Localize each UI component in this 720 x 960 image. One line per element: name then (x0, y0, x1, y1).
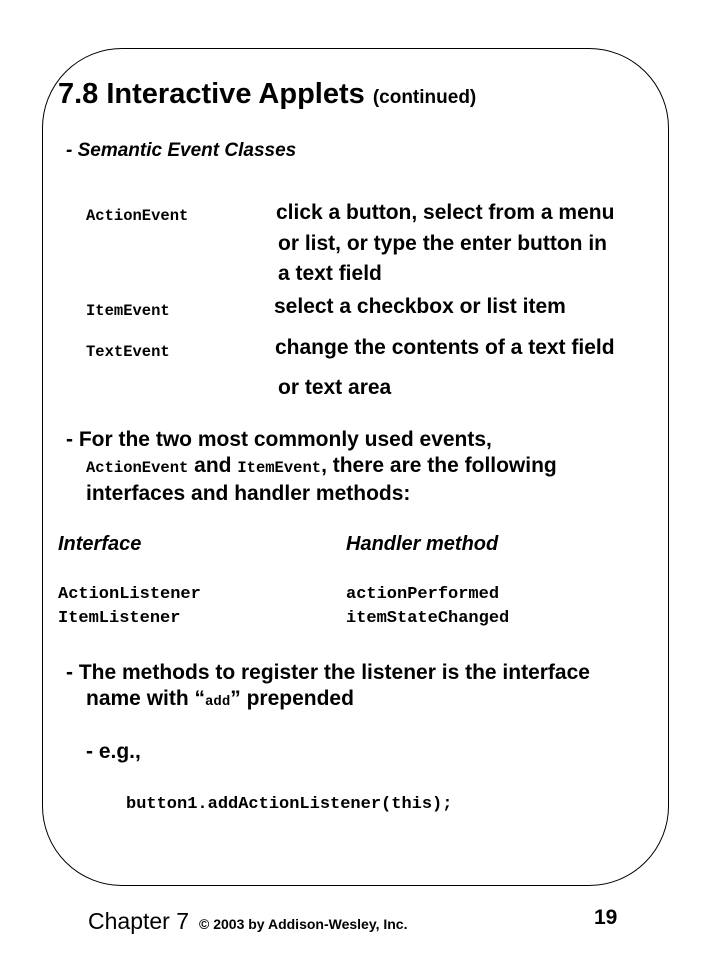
event-desc-action-line2: or list, or type the enter button in (278, 232, 608, 255)
footer-chapter: Chapter 7 (88, 908, 190, 934)
event-desc-text-line2: or text area (278, 376, 392, 399)
eg-label: - e.g., (86, 740, 141, 763)
code-actionevent: ActionEvent (86, 459, 189, 477)
register-post: ” prepended (230, 687, 354, 710)
title-main: 7.8 Interactive Applets (58, 78, 365, 110)
table-cell-interface-2: ItemListener (58, 609, 181, 628)
rest-text: , there are the following (321, 454, 557, 477)
register-line2 (86, 687, 354, 711)
table-header-handler: Handler method (346, 533, 499, 555)
event-name-item: ItemEvent (86, 302, 170, 320)
table-header-interface: Interface (58, 533, 142, 555)
slide-title (58, 78, 476, 111)
event-desc-action-line1: click a button, select from a menu (276, 201, 615, 224)
common-events-line2 (86, 454, 557, 478)
code-example: button1.addActionListener(this); (126, 795, 453, 814)
event-desc-text-line1: change the contents of a text field (275, 336, 615, 359)
event-name-text: TextEvent (86, 343, 170, 361)
page-number: 19 (594, 906, 618, 929)
and-text: and (188, 454, 238, 477)
event-name-action: ActionEvent (86, 207, 189, 225)
table-cell-interface-1: ActionListener (58, 585, 201, 604)
common-events-line3: interfaces and handler methods: (86, 482, 411, 505)
register-line1: - The methods to register the listener is the interface (66, 661, 590, 684)
register-pre: name with “ (86, 687, 206, 710)
common-events-line1: - For the two most commonly used events, (66, 428, 492, 451)
code-add: add (205, 694, 231, 710)
table-cell-handler-2: itemStateChanged (346, 609, 510, 628)
code-itemevent: ItemEvent (237, 459, 322, 477)
section-semantic-heading: - Semantic Event Classes (66, 140, 297, 161)
title-sub: (continued) (372, 87, 477, 108)
table-cell-handler-1: actionPerformed (346, 585, 500, 604)
footer (88, 908, 407, 935)
footer-copyright: © 2003 by Addison-Wesley, Inc. (199, 916, 408, 932)
event-desc-item: select a checkbox or list item (274, 295, 566, 318)
event-desc-action-line3: a text field (278, 262, 382, 285)
